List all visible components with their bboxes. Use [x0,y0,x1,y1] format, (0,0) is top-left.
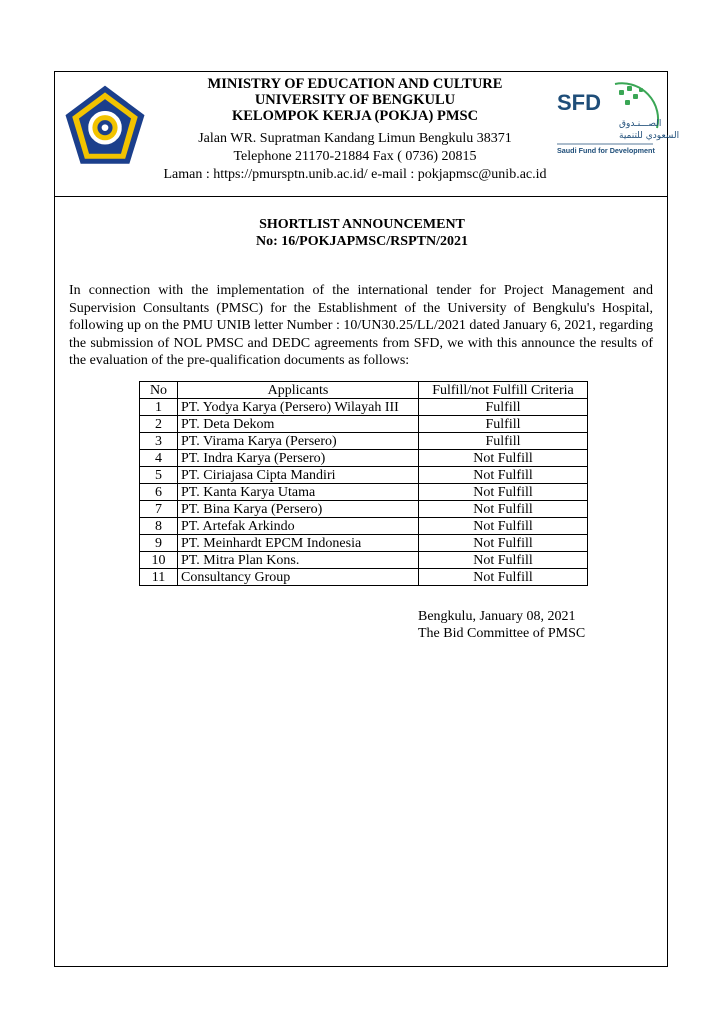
applicant-name: PT. Bina Karya (Persero) [178,501,419,518]
criteria-result: Not Fulfill [419,552,588,569]
row-number: 7 [140,501,178,518]
criteria-result: Not Fulfill [419,535,588,552]
criteria-result: Fulfill [419,416,588,433]
web-email-line: Laman : https://pmursptn.unib.ac.id/ e-mail : pokjapmsc@unib.ac.id [163,167,547,182]
announcement-body: In connection with the implementation of the international tender for Project Management and Supervision Consultants (PMSC) for the Establishment of the University of Bengkulu's Hospital, following up on the PMU UNIB letter Number : 10/UN30.25/LL/2021 dated January 6, 2021, regarding the submission of NOL PMSC and DEDC agreements from SFD, we with this announce the results of the evaluation of the pre-qualification documents as follows: [69,283,653,368]
applicant-name: PT. Yodya Karya (Persero) Wilayah III [178,399,419,416]
announcement-number: No: 16/POKJAPMSC/RSPTN/2021 [256,234,468,249]
pokja-title: KELOMPOK KERJA (POKJA) PMSC [231,108,479,124]
university-title: UNIVERSITY OF BENGKULU [254,92,456,108]
applicant-name: PT. Mitra Plan Kons. [178,552,419,569]
signature-committee: The Bid Committee of PMSC [418,626,586,641]
signature-block [418,608,585,642]
table-row [140,484,588,501]
row-number: 10 [140,552,178,569]
header-applicants: Applicants [178,382,419,399]
header-no: No [140,382,178,399]
table-row [140,399,588,416]
signature-place-date: Bengkulu, January 08, 2021 [418,609,576,624]
row-number: 4 [140,450,178,467]
university-crest-icon [63,84,147,168]
row-number: 3 [140,433,178,450]
sfd-arabic-1: الصـــنـدوق [619,119,662,129]
document-frame [54,71,680,967]
sfd-abbr: SFD [557,90,601,115]
criteria-result: Not Fulfill [419,450,588,467]
criteria-result: Not Fulfill [419,569,588,586]
table-row [140,552,588,569]
criteria-result: Fulfill [419,433,588,450]
ministry-title: MINISTRY OF EDUCATION AND CULTURE [207,76,503,92]
row-number: 11 [140,569,178,586]
applicant-name: PT. Ciriajasa Cipta Mandiri [178,467,419,484]
table-row [140,450,588,467]
table-row [140,416,588,433]
table-row [140,501,588,518]
table-row [140,467,588,484]
applicant-name: PT. Indra Karya (Persero) [178,450,419,467]
criteria-result: Not Fulfill [419,467,588,484]
criteria-result: Not Fulfill [419,518,588,535]
row-number: 6 [140,484,178,501]
applicant-name: PT. Meinhardt EPCM Indonesia [178,535,419,552]
applicant-name: PT. Deta Dekom [178,416,419,433]
row-number: 1 [140,399,178,416]
criteria-result: Fulfill [419,399,588,416]
address-line: Jalan WR. Supratman Kandang Limun Bengkulu 38371 [198,131,512,146]
announcement-title: SHORTLIST ANNOUNCEMENT [259,217,465,232]
table-header-row [140,382,588,399]
criteria-result: Not Fulfill [419,501,588,518]
applicant-name: PT. Kanta Karya Utama [178,484,419,501]
row-number: 9 [140,535,178,552]
table-row [140,518,588,535]
header-criteria: Fulfill/not Fulfill Criteria [419,382,588,399]
table-row [140,433,588,450]
phone-line: Telephone 21170-21884 Fax ( 0736) 20815 [233,149,477,164]
header-divider [55,196,667,197]
table-row [140,569,588,586]
row-number: 2 [140,416,178,433]
results-table [139,381,588,586]
applicant-name: PT. Artefak Arkindo [178,518,419,535]
sfd-arabic-2: السعودي للتنمية [619,131,680,141]
criteria-result: Not Fulfill [419,484,588,501]
applicant-name: PT. Virama Karya (Persero) [178,433,419,450]
applicant-name: Consultancy Group [178,569,419,586]
row-number: 8 [140,518,178,535]
row-number: 5 [140,467,178,484]
sfd-english: Saudi Fund for Development [557,146,655,155]
sfd-logo-icon [553,80,680,170]
table-row [140,535,588,552]
